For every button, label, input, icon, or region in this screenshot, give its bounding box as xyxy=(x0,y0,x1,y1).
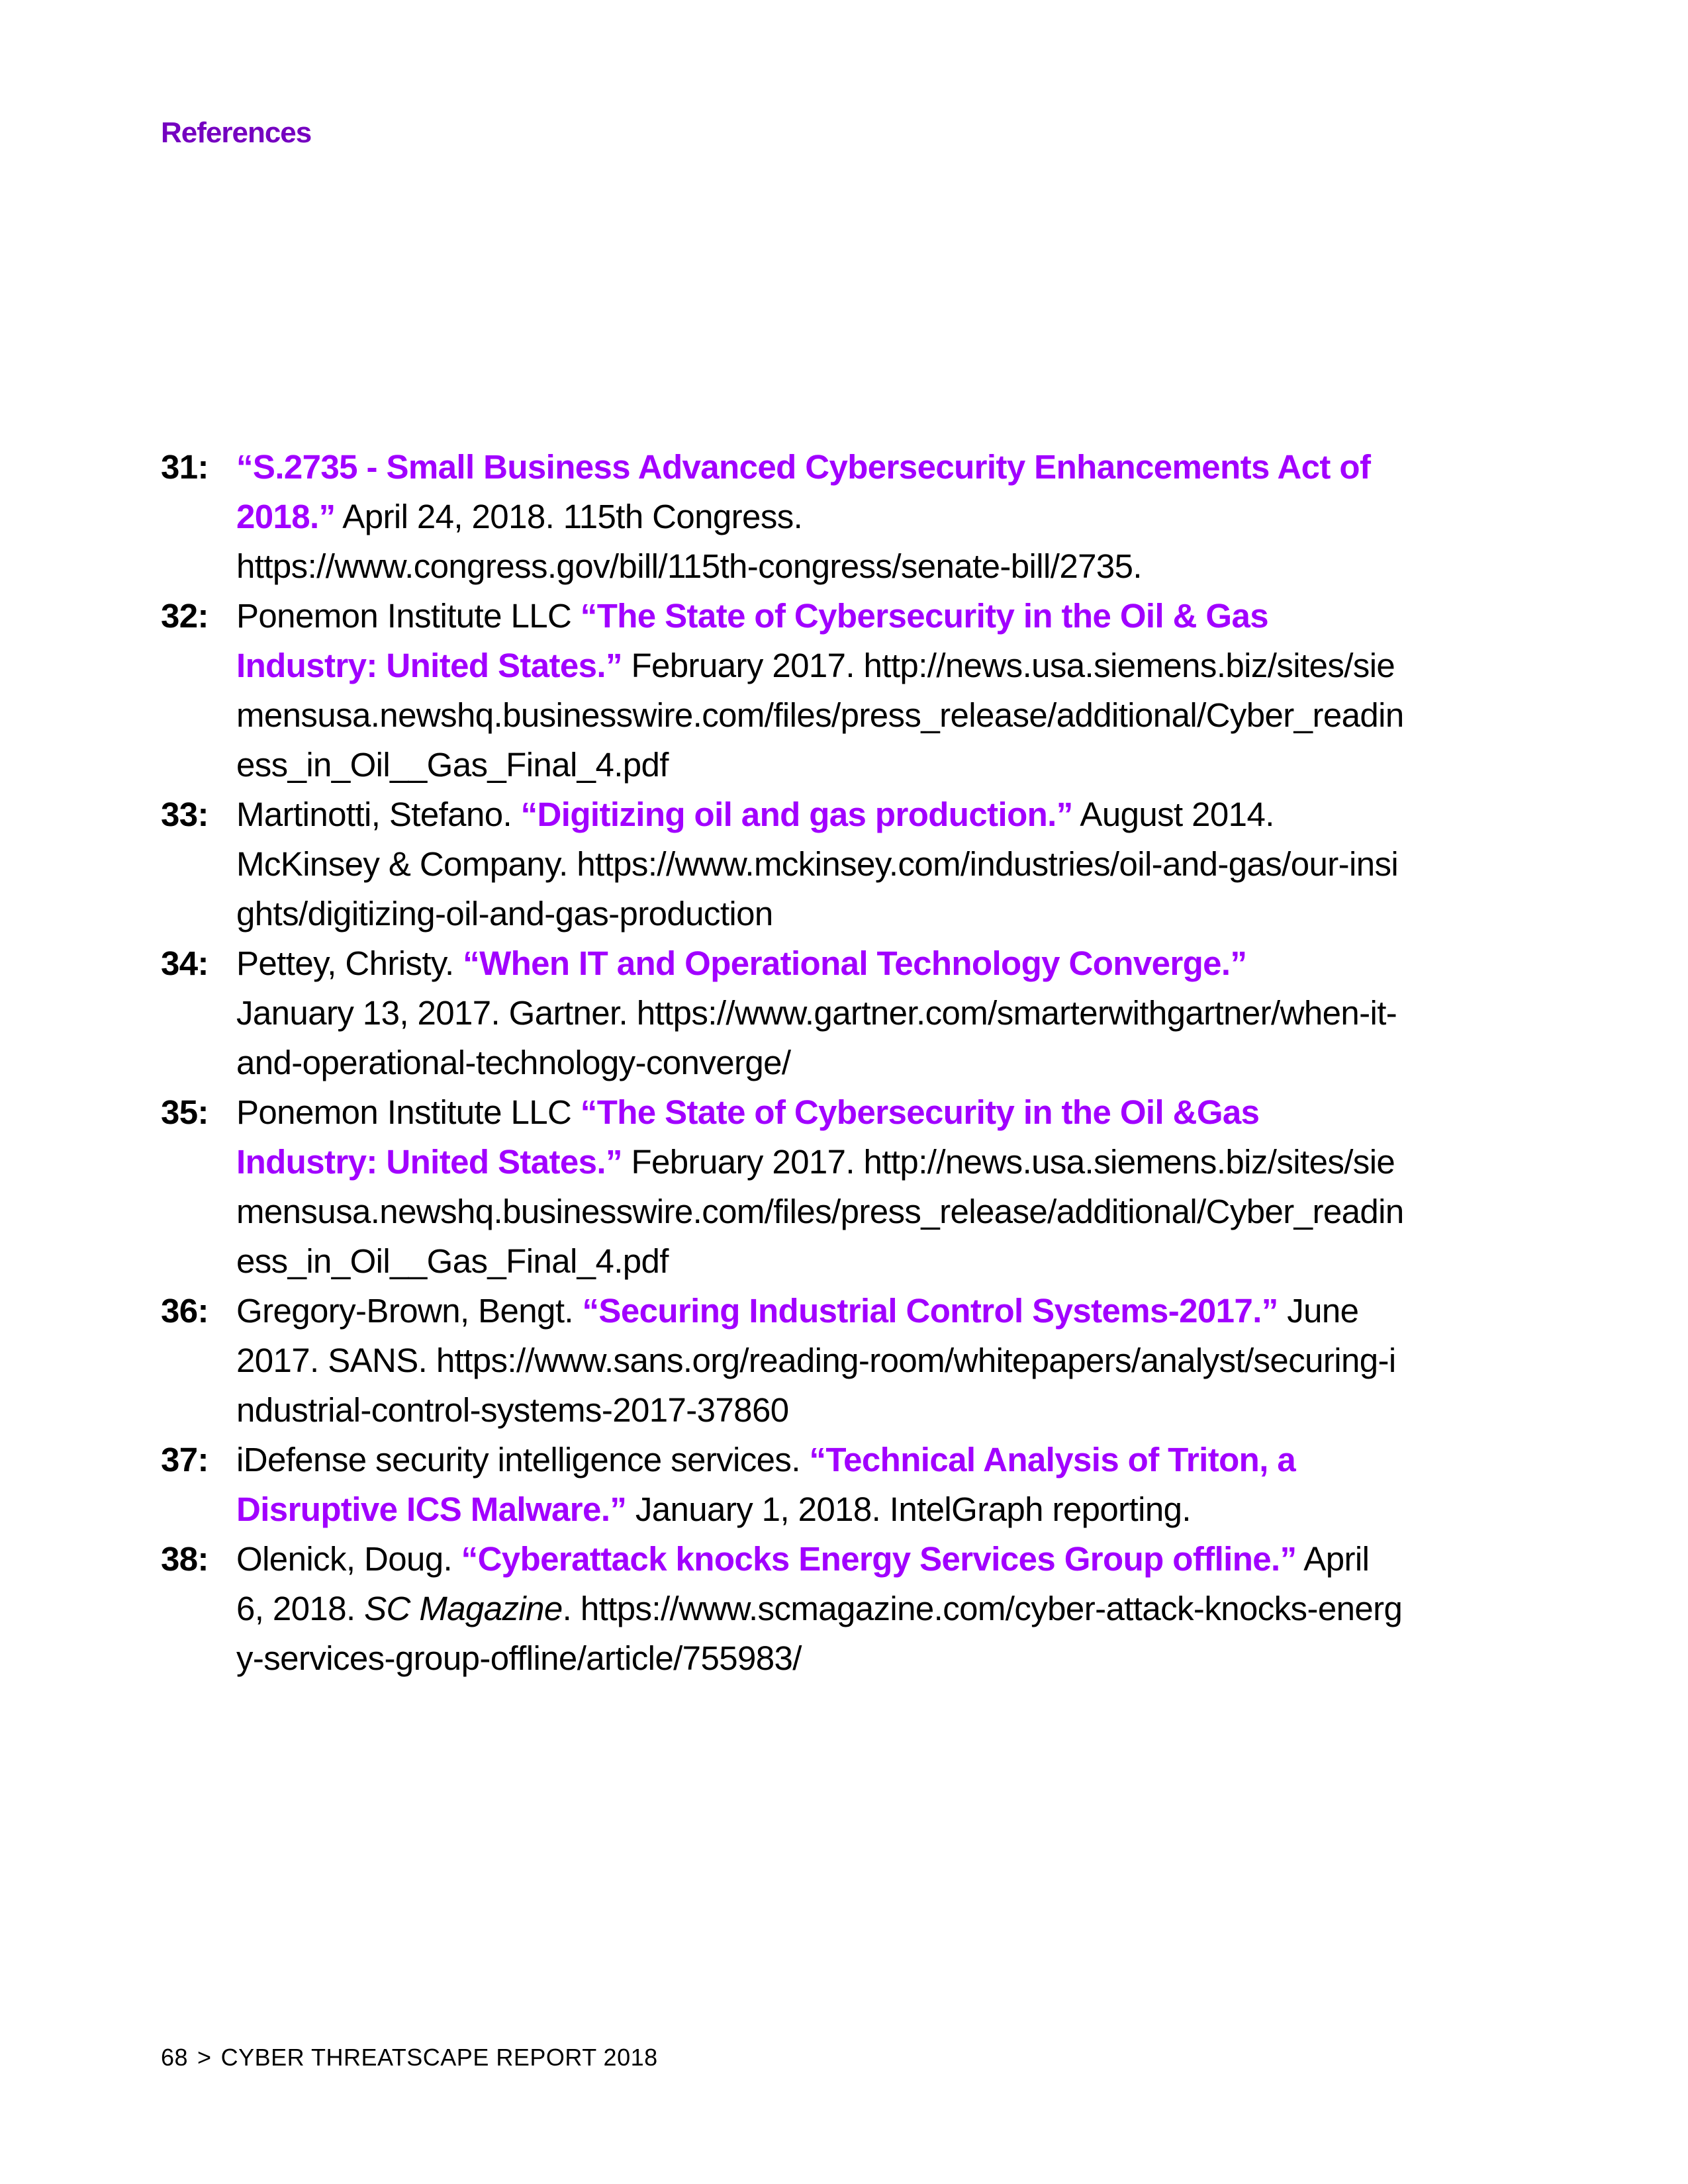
reference-number: 38: xyxy=(161,1540,209,1578)
reference-number: 33: xyxy=(161,796,209,833)
reference-title[interactable]: “The State of Cybersecurity in the Oil &Gas Industry: United States.” xyxy=(236,1093,1260,1181)
reference-author: Ponemon Institute LLC xyxy=(236,1093,581,1131)
reference-url[interactable]: https://www.sans.org/reading-room/whitepapers/analyst/securing-industrial-control-systems-2017-37860 xyxy=(236,1342,1396,1429)
reference-title[interactable]: “S.2735 - Small Business Advanced Cybersecurity Enhancements Act of 2018.” xyxy=(236,448,1371,535)
reference-details: January 1, 2018. IntelGraph reporting. xyxy=(626,1490,1191,1528)
reference-details: April 6, 2018. xyxy=(236,1540,1370,1627)
reference-details: January 13, 2017. Gartner. xyxy=(236,994,628,1032)
reference-number: 35: xyxy=(161,1093,209,1131)
section-label: References xyxy=(161,116,312,149)
reference-item-33 xyxy=(161,790,1405,938)
reference-item-34 xyxy=(161,938,1405,1087)
reference-item-31 xyxy=(161,442,1405,591)
reference-author: Pettey, Christy. xyxy=(236,944,463,982)
report-title: CYBER THREATSCAPE REPORT 2018 xyxy=(220,2044,658,2071)
reference-details: August 2014. McKinsey & Company. xyxy=(236,796,1274,883)
footer-separator: > xyxy=(197,2044,212,2071)
reference-item-35 xyxy=(161,1087,1405,1286)
reference-title[interactable]: “Cyberattack knocks Energy Services Group offline.” xyxy=(461,1540,1297,1578)
reference-details: April 24, 2018. 115th Congress. xyxy=(335,498,803,535)
reference-number: 34: xyxy=(161,944,209,982)
reference-url[interactable]: https://www.scmagazine.com/cyber-attack-knocks-energy-services-group-offline/article/755983/ xyxy=(236,1590,1403,1677)
reference-number: 31: xyxy=(161,448,209,486)
reference-url[interactable]: https://www.gartner.com/smarterwithgartner/when-it-and-operational-technology-converge/ xyxy=(236,994,1397,1081)
reference-item-32 xyxy=(161,591,1405,790)
reference-number: 32: xyxy=(161,597,209,635)
reference-title[interactable]: “Digitizing oil and gas production.” xyxy=(520,796,1073,833)
reference-details: June 2017. SANS. xyxy=(236,1292,1359,1379)
reference-author: Olenick, Doug. xyxy=(236,1540,461,1578)
reference-title[interactable]: “The State of Cybersecurity in the Oil & Gas Industry: United States.” xyxy=(236,597,1268,684)
reference-number: 37: xyxy=(161,1441,209,1479)
reference-item-38 xyxy=(161,1534,1405,1683)
reference-title[interactable]: “When IT and Operational Technology Converge.” xyxy=(463,944,1247,982)
page-footer xyxy=(161,2044,658,2071)
reference-details-end: . xyxy=(562,1590,572,1627)
reference-author: iDefense security intelligence services. xyxy=(236,1441,810,1479)
reference-title[interactable]: “Securing Industrial Control Systems-2017.” xyxy=(582,1292,1278,1330)
reference-url[interactable]: http://news.usa.siemens.biz/sites/siemensusa.newshq.businesswire.com/files/press_release/additional/Cyber_readiness_in_Oil__Gas_Final_4.pdf xyxy=(236,647,1404,784)
reference-item-36 xyxy=(161,1286,1405,1435)
reference-author: Ponemon Institute LLC xyxy=(236,597,581,635)
reference-url[interactable]: https://www.mckinsey.com/industries/oil-and-gas/our-insights/digitizing-oil-and-gas-production xyxy=(236,845,1399,933)
reference-publication: SC Magazine xyxy=(364,1590,563,1627)
reference-author: Martinotti, Stefano. xyxy=(236,796,521,833)
page-number: 68 xyxy=(161,2044,189,2071)
reference-number: 36: xyxy=(161,1292,209,1330)
reference-list xyxy=(161,442,1405,1683)
reference-item-37 xyxy=(161,1435,1405,1534)
reference-title[interactable]: “Technical Analysis of Triton, a Disruptive ICS Malware.” xyxy=(236,1441,1296,1528)
reference-details: February 2017. xyxy=(622,647,855,684)
reference-url[interactable]: https://www.congress.gov/bill/115th-congress/senate-bill/2735. xyxy=(236,547,1142,585)
reference-details: February 2017. xyxy=(622,1143,855,1181)
reference-author: Gregory-Brown, Bengt. xyxy=(236,1292,583,1330)
reference-url[interactable]: http://news.usa.siemens.biz/sites/siemensusa.newshq.businesswire.com/files/press_release/additional/Cyber_readiness_in_Oil__Gas_Final_4.pdf xyxy=(236,1143,1404,1280)
